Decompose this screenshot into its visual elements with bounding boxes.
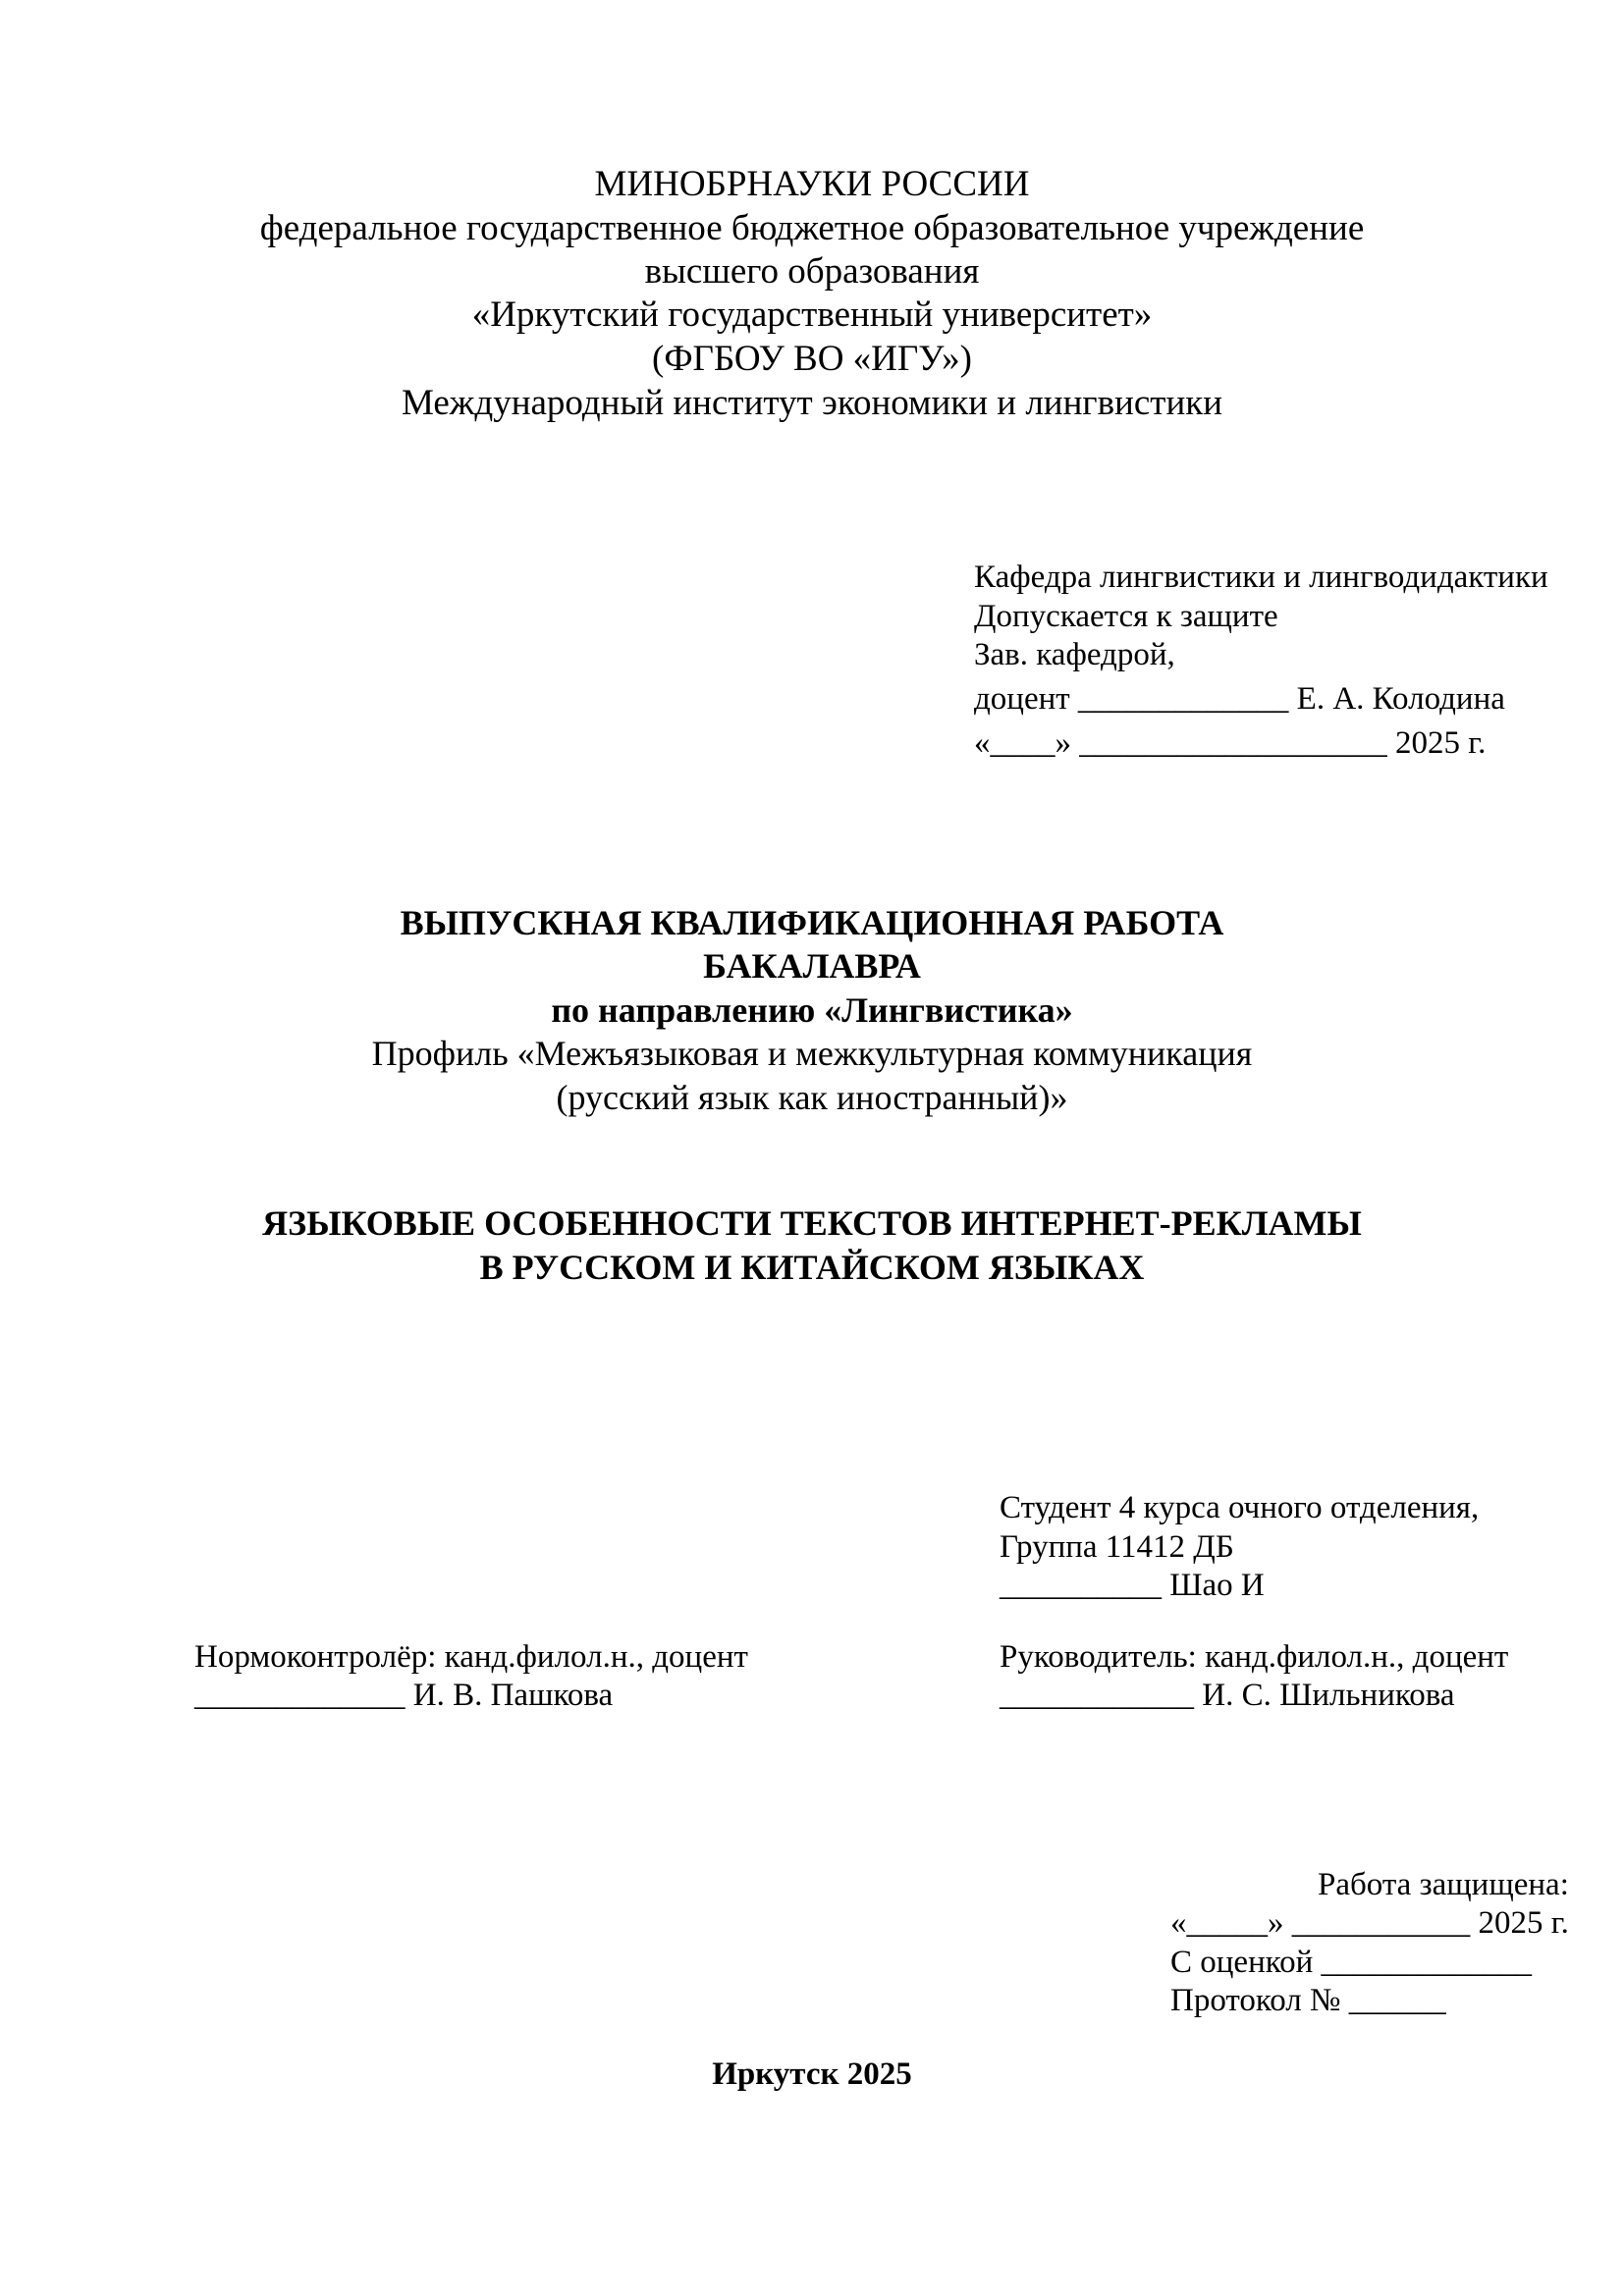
city-year: Иркутск 2025 <box>712 2056 912 2092</box>
defense-grade: С оценкой _____________ <box>1170 1945 1532 1980</box>
education-level: высшего образования <box>644 251 980 292</box>
student-signature: __________ Шао И <box>1000 1568 1265 1603</box>
institute-name: Международный институт экономики и лингвистики <box>401 383 1223 423</box>
topic-line2: В РУССКОМ И КИТАЙСКОМ ЯЗЫКАХ <box>479 1248 1145 1287</box>
work-type-title: ВЫПУСКНАЯ КВАЛИФИКАЦИОННАЯ РАБОТА <box>400 903 1224 942</box>
defense-status: Работа защищена: <box>1318 1867 1569 1902</box>
head-of-department-title: Зав. кафедрой, <box>974 637 1175 672</box>
supervisor-title: Руководитель: канд.филол.н., доцент <box>1000 1639 1509 1675</box>
normcontrol-title: Нормоконтролёр: канд.филол.н., доцент <box>194 1639 748 1675</box>
work-type-degree: БАКАЛАВРА <box>703 946 921 986</box>
work-direction: по направлению «Лингвистика» <box>551 990 1073 1030</box>
student-group: Группа 11412 ДБ <box>1000 1529 1234 1565</box>
normcontrol-signature: _____________ И. В. Пашкова <box>194 1678 614 1713</box>
topic-line1: ЯЗЫКОВЫЕ ОСОБЕННОСТИ ТЕКСТОВ ИНТЕРНЕТ-РЕКЛАМЫ <box>262 1203 1362 1243</box>
student-course: Студент 4 курса очного отделения, <box>1000 1490 1480 1525</box>
head-of-department-signature: доцент _____________ Е. А. Колодина <box>974 681 1505 717</box>
admitted-to-defense: Допускается к защите <box>974 599 1278 634</box>
ministry-name: МИНОБРНАУКИ РОССИИ <box>594 164 1030 204</box>
university-name: «Иркутский государственный университет» <box>471 294 1153 335</box>
institution-type: федеральное государственное бюджетное образовательное учреждение <box>259 208 1365 248</box>
university-abbreviation: (ФГБОУ ВО «ИГУ») <box>652 339 972 379</box>
supervisor-signature: ____________ И. С. Шильникова <box>1000 1678 1455 1713</box>
work-profile-line1: Профиль «Межъязыковая и межкультурная коммуникация <box>371 1034 1253 1073</box>
defense-protocol: Протокол № ______ <box>1170 1983 1446 2018</box>
work-profile-line2: (русский язык как иностранный)» <box>556 1078 1068 1117</box>
department-name: Кафедра лингвистики и лингводидактики <box>974 560 1548 595</box>
defense-date: «_____» ___________ 2025 г. <box>1170 1905 1569 1941</box>
approval-date: «____» ___________________ 2025 г. <box>974 725 1487 761</box>
